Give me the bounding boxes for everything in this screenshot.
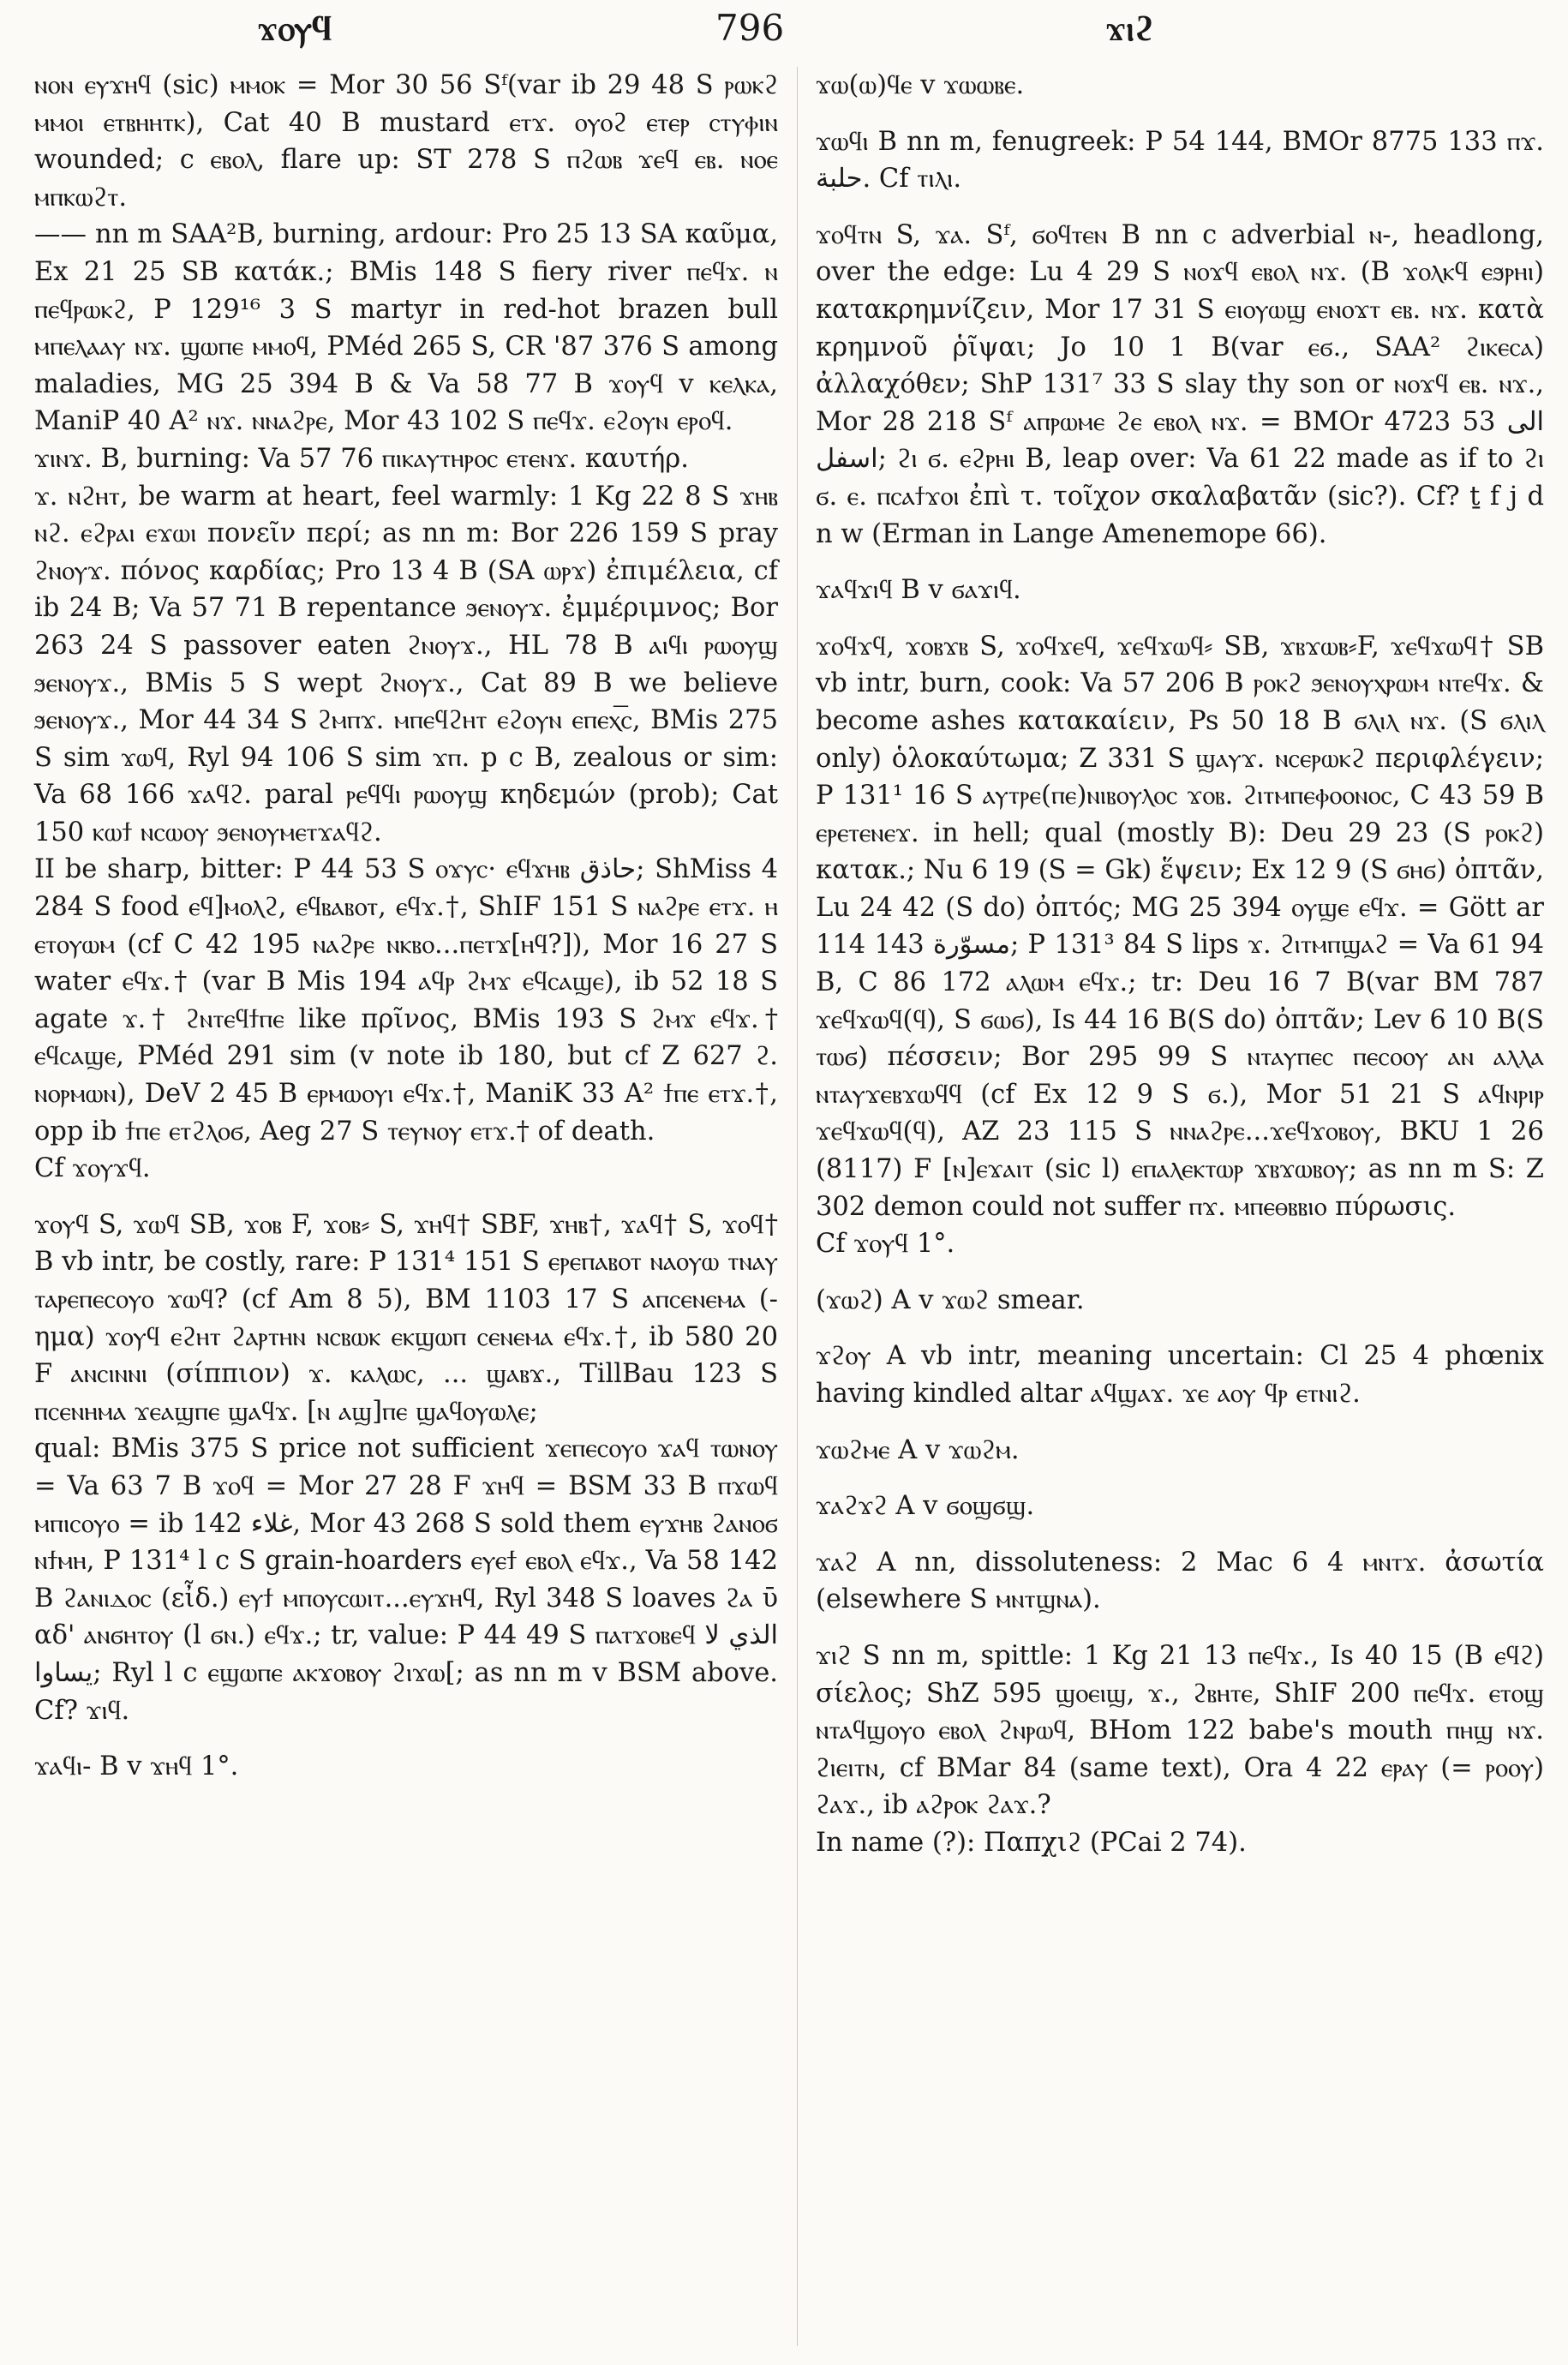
entry-paragraph: ϫⲁϩϫϩ A v ϭⲟϣϭϣ. [816, 1491, 1035, 1522]
entry-paragraph: ϫⲓϩ S nn m, spittle: 1 Kg 21 13 ⲡⲉϥϫ., Is 40 15 (B ⲉϥϩ) σίελος; ShZ 595 ϣⲟⲉⲓϣ, ϫ., ϩⲃⲏⲧⲉ, ShIF 200 ⲡⲉϥϫ. ⲉⲧⲟϣ ⲛⲧⲁϥϣⲟⲩⲟ ⲉⲃⲟⲗ ϩⲛⲣⲱϥ, BHom 122 babe's mouth ⲡⲏϣ ⲛϫ. ϩⲓⲉⲓⲧⲛ, cf BMar 84 (same text), Ora 4 22 ⲉⲣⲁⲩ (= ⲣⲟⲟⲩ) ϩⲁϫ., ib ⲁϩⲣⲟⲕ ϩⲁϫ.? [816, 1640, 1544, 1821]
dictionary-entry-xwfi [816, 123, 1544, 198]
entry-paragraph: ϫⲁϩ A nn, dissoluteness: 2 Mac 6 4 ⲙⲛⲧϫ. ἀσωτία (elsewhere S ⲙⲛⲧϣⲛⲁ). [816, 1547, 1544, 1615]
entry-paragraph: ϫⲱϥⲓ B nn m, fenugreek: P 54 144, BMOr 8775 133 ⲡϫ. حلبة. Cf ⲧⲓⲗⲓ. [816, 126, 1544, 195]
entry-paragraph: ϫⲱϩⲙⲉ A v ϫⲱϩⲙ. [816, 1434, 1020, 1465]
entry-paragraph: ϫⲟϥⲧⲛ S, ϫⲁ. Sᶠ, ϭⲟϥⲧⲉⲛ B nn c adverbial ⲛ-, headlong, over the edge: Lu 4 29 S ⲛⲟϫϥ ⲉⲃⲟⲗ ⲛϫ. (B ϫⲟⲗⲕϥ ⲉϧⲣⲏⲓ) κατακρημνίζειν, Mor 17 31 S ⲉⲓⲟⲩⲱϣ ⲉⲛⲟϫⲧ ⲉⲃ. ⲛϫ. κατὰ κρημνοῦ ῥῖψαι; Jo 10 1 B(var ⲉϭ., SAA² ϩⲓⲕⲉⲥⲁ) ἀλλαχόθεν; ShP 131⁷ 33 S slay thy son or ⲛⲟϫϥ ⲉⲃ. ⲛϫ., Mor 28 218 Sᶠ ⲁⲡⲣⲱⲙⲉ ϩⲉ ⲉⲃⲟⲗ ⲛϫ. = BMOr 4723 53 الى اسفل; ϩⲓ ϭ. ⲉϩⲣⲏⲓ B, leap over: Va 61 22 made as if to ϩⲓ ϭ. ⲉ. ⲡⲥⲁϯϫⲟⲓ ἐπὶ τ. τοῖχον σκαλαβατᾶν (sic?). Cf? ṯ f j d n w (Erman in Lange Amenemope 66). [816, 219, 1544, 549]
running-head-left: ϫⲟⲩϥ [257, 9, 332, 49]
right-column [816, 67, 1544, 1862]
dictionary-entry-xoufxf [816, 628, 1544, 1263]
dictionary-entry-xw-fe [816, 67, 1544, 105]
page-number: 796 [715, 7, 785, 49]
entry-paragraph: ϫⲁϥⲓ- B v ϫⲏϥ 1°. [34, 1751, 239, 1782]
entry-paragraph: Cf ϫⲟⲩϥ 1°. [816, 1229, 955, 1260]
dictionary-entry-cont [34, 67, 778, 1188]
dictionary-entry-xoftn [816, 217, 1544, 553]
dictionary-entry-xah [816, 1544, 1544, 1619]
entry-paragraph: ϫ. ⲛϩⲏⲧ, be warm at heart, feel warmly: 1 Kg 22 8 S ϫⲏⲃ ⲛϩ. ⲉϩⲣⲁⲓ ⲉϫⲱⲓ πονεῖν περί; as nn m: Bor 226 159 S pray ϩⲛⲟⲩϫ. πόνος καρδίας; Pro 13 4 B (SA ⲱⲣϫ) ἐπιμέλεια, cf ib 24 B; Va 57 71 B repentance ϧⲉⲛⲟⲩϫ. ἐμμέριμνος; Bor 263 24 S passover eaten ϩⲛⲟⲩϫ., HL 78 B ⲁⲓϥⲓ ⲣⲱⲟⲩϣ ϧⲉⲛⲟⲩϫ., BMis 5 S wept ϩⲛⲟⲩϫ., Cat 89 B we believe ϧⲉⲛⲟⲩϫ., Mor 44 34 S ϩⲙⲡϫ. ⲙⲡⲉϥϩⲏⲧ ⲉϩⲟⲩⲛ ⲉⲡⲉⲭ͞ⲥ, BMis 275 S sim ϫⲱϥ, Ryl 94 106 S sim ϫⲡ. p c B, zealous or sim: Va 68 166 ϫⲁϥϩ. paral ⲣⲉϥϥⲓ ⲣⲱⲟⲩϣ κηδεμών (prob); Cat 150 ⲕⲱϯ ⲛⲥⲱⲟⲩ ϧⲉⲛⲟⲩⲙⲉⲧϫⲁϥϩ. [34, 481, 778, 847]
entry-paragraph: ϫⲱ(ⲱ)ϥⲉ v ϫⲱⲱⲃⲉ. [816, 70, 1025, 100]
left-column [34, 67, 778, 1786]
dictionary-entry-xafi [34, 1748, 778, 1786]
entry-paragraph: ϫⲁϥϫⲓϥ B v ϭⲁϫⲓϥ. [816, 575, 1021, 606]
entry-paragraph: qual: BMis 375 S price not sufficient ϫⲉⲡⲉⲥⲟⲩⲟ ϫⲁϥ ⲧⲱⲛⲟⲩ = Va 63 7 B ϫⲟϥ = Mor 27 28 F ϫⲏϥ = BSM 33 B ⲡϫⲱϥ ⲙⲡⲓⲥⲟⲩⲟ = ib 142 غلاء, Mor 43 268 S sold them ⲉⲩϫⲏⲃ ϩⲁⲛⲟϭ ⲛϯⲙⲏ, P 131⁴ l c S grain-hoarders ⲉⲩⲉϯ ⲉⲃⲟⲗ ⲉϥϫ., Va 58 142 B ϩⲁⲛⲓⲇⲟⲥ (εἶδ.) ⲉⲩϯ ⲙⲡⲟⲩⲥⲱⲓⲧ...ⲉⲩϫⲏϥ, Ryl 348 S loaves ϩⲁ ῡ αδ' ⲁⲛϭⲏⲧⲟⲩ (l ϭⲛ.) ⲉϥϫ.; tr, value: P 44 49 S ⲡⲁⲧϫⲟⲃⲉϥ الذي لا يساوا; Ryl l c ⲉϣⲱⲡⲉ ⲁⲕϫⲟⲃⲟⲩ ϩⲓϫⲱ[; as nn m v BSM above. Cf? ϫⲓϥ. [34, 1434, 778, 1726]
dictionary-entry-xih [816, 1638, 1544, 1862]
dictionary-entry-xhou [816, 1338, 1544, 1412]
dictionary-entry-xahxh [816, 1488, 1544, 1525]
entry-paragraph: In name (?): Παπχιϩ (PCai 2 74). [816, 1827, 1247, 1858]
dictionary-entry-xwh-paren [816, 1282, 1544, 1320]
page-header [0, 0, 1568, 60]
entry-paragraph: ϫⲟϥϫϥ, ϫⲟⲃϫⲃ S, ϫⲟϥϫⲉϥ, ϫⲉϥϫⲱϥ⸗ SB, ϫⲃϫⲱⲃ⸗F, ϫⲉϥϫⲱϥ† SB vb intr, burn, cook: Va 57 206 B ⲣⲟⲕϩ ϧⲉⲛⲟⲩⲭⲣⲱⲙ ⲛⲧⲉϥϫ. & become ashes κατακαίειν, Ps 50 18 B ϭⲗⲓⲗ ⲛϫ. (S ϭⲗⲓⲗ only) ὁλοκαύτωμα; Z 331 S ϣⲁⲩϫ. ⲛⲥⲉⲣⲱⲕϩ περιφλέγειν; P 131¹ 16 S ⲁⲩⲧⲣⲉ(ⲡⲉ)ⲛⲓⲃⲟⲩⲗⲟⲥ ϫⲟⲃ. ϩⲓⲧⲙⲡⲉⲫⲟⲟⲛⲟⲥ, C 43 59 B ⲉⲣⲉⲧⲉⲛⲉϫ. in hell; qual (mostly B): Deu 29 23 (S ⲣⲟⲕϩ) κατακ.; Nu 6 19 (S = Gk) ἕψειν; Ex 12 9 (S ϭⲏϭ) ὀπτᾶν, Lu 24 42 (S do) ὀπτός; MG 25 394 ⲟⲩϣⲉ ⲉϥϫ. = Gött ar 114 143 مسوّرة; P 131³ 84 S lips ϫ. ϩⲓⲧⲙⲡϣⲁϩ = Va 61 94 B, C 86 172 ⲁⲗⲱⲙ ⲉϥϫ.; tr: Deu 16 7 B(var BM 787 ϫⲉϥϫⲱϥ(ϥ), S ϭⲱϭ), Is 44 16 B(S do) ὀπτᾶν; Lev 6 10 B(S ⲧⲱϭ) πέσσειν; Bor 295 99 S ⲛⲧⲁⲩⲡⲉⲥ ⲡⲉⲥⲟⲟⲩ ⲁⲛ ⲁⲗⲗⲁ ⲛⲧⲁⲩϫⲉⲃϫⲱϥϥ (cf Ex 12 9 S ϭ.), Mor 51 21 S ⲁϥⲛⲣⲓⲣ ϫⲉϥϫⲱϥ(ϥ), AZ 23 115 S ⲛⲛⲁϩⲣⲉ...ϫⲉϥϫⲟⲃⲟⲩ, BKU 1 26 (8117) F [ⲛ]ⲉϫⲁⲓⲧ (sic l) ⲉⲡⲁⲗⲉⲕⲧⲱⲣ ϫⲃϫⲱⲃⲟⲩ; as nn m S: Z 302 demon could not suffer ⲡϫ. ⲙⲡⲉⲑⲃⲃⲓⲟ πύρωσις. [816, 631, 1544, 1222]
entry-paragraph: ϫⲓⲛϫ. B, burning: Va 57 76 ⲡⲓⲕⲁⲩⲧⲏⲣⲟⲥ ⲉⲧⲉⲛϫ. καυτήρ. [34, 443, 689, 474]
entry-paragraph: ⲛⲟⲛ ⲉⲩϫⲏϥ (sic) ⲙⲙⲟⲕ = Mor 30 56 Sᶠ(var ib 29 48 S ⲣⲱⲕϩ ⲙⲙⲟⲓ ⲉⲧⲃⲏⲏⲧⲕ), Cat 40 B mustard ⲉⲧϫ. ⲟⲩⲟϩ ⲉⲧⲉⲣ ⲥⲧⲩⲫⲓⲛ wounded; c ⲉⲃⲟⲗ, flare up: ST 278 S ⲡϩⲱⲃ ϫⲉϥ ⲉⲃ. ⲛⲟⲉ ⲙⲡⲕⲱϩⲧ. [34, 70, 778, 213]
entry-paragraph: II be sharp, bitter: P 44 53 S ⲟϫⲩⲥ· ⲉϥϫⲏⲃ حاذق; ShMiss 4 284 S food ⲉϥ]ⲙⲟⲗϩ, ⲉϥⲃⲁⲃⲟⲧ, ⲉϥϫ.†, ShIF 151 S ⲛⲁϩⲣⲉ ⲉⲧϫ. ⲏ ⲉⲧⲟⲩⲱⲙ (cf C 42 195 ⲛⲁϩⲣⲉ ⲛⲕⲃⲟ...ⲡⲉⲧϫ[ⲏϥ?]), Mor 16 27 S water ⲉϥϫ.† (var B Mis 194 ⲁϥⲣ ϩⲙϫ ⲉϥⲥⲁϣⲉ), ib 52 18 S agate ϫ.† ϩⲛⲧⲉϥϯⲡⲉ like πρῖνος, BMis 193 S ϩⲙϫ ⲉϥϫ.† ⲉϥⲥⲁϣⲉ, PMéd 291 sim (v note ib 180, but cf Z 627 ϩ. ⲛⲟⲣⲙⲱⲛ), DeV 2 45 B ⲉⲣⲙⲱⲟⲩⲓ ⲉϥϫ.†, ManiK 33 A² ϯⲡⲉ ⲉⲧϫ.†, opp ib ϯⲡⲉ ⲉⲧϩⲗⲟϭ, Aeg 27 S ⲧⲉⲩⲛⲟⲩ ⲉⲧϫ.† of death. [34, 854, 778, 1147]
dictionary-entry-xwhme [816, 1432, 1544, 1470]
entry-paragraph: ϫϩⲟⲩ A vb intr, meaning uncertain: Cl 25 4 phœnix having kindled altar ⲁϥϣⲁϫ. ϫⲉ ⲁⲟⲩ ϥⲣ ⲉⲧⲛⲓϩ. [816, 1341, 1544, 1409]
dictionary-entry-xouf [34, 1206, 778, 1729]
column-divider [797, 67, 798, 2346]
dictionary-entry-xafxif [816, 572, 1544, 609]
entry-paragraph: Cf ϫⲟⲩϫϥ. [34, 1153, 151, 1184]
running-head-right: ϫⲓϩ [1105, 9, 1155, 49]
entry-paragraph: (ϫⲱϩ) A v ϫⲱϩ smear. [816, 1284, 1085, 1315]
entry-paragraph: ϫⲟⲩϥ S, ϫⲱϥ SB, ϫⲟⲃ F, ϫⲟⲃ⸗ S, ϫⲏϥ† SBF, ϫⲏⲃ†, ϫⲁϥ† S, ϫⲟϥ† B vb intr, be costly, rare: P 131⁴ 151 S ⲉⲣⲉⲡⲁⲃⲟⲧ ⲛⲁⲟⲩⲱ ⲧⲛⲁⲩ ⲧⲁⲣⲉⲡⲉⲥⲟⲩⲟ ϫⲱϥ? (cf Am 8 5), BM 1103 17 S ⲁⲡⲥⲉⲛⲉⲙⲁ (-ημα) ϫⲟⲩϥ ⲉϩⲏⲧ ϩⲁⲣⲧⲏⲛ ⲛⲥⲃⲱⲕ ⲉⲕϣⲱⲡ ⲥⲉⲛⲉⲙⲁ ⲉϥϫ.†, ib 580 20 F ⲁⲛⲥⲓⲛⲛⲓ (σίππιον) ϫ. ⲕⲁⲗⲱⲥ, ... ϣⲁⲃϫ., TillBau 123 S ⲡⲥⲉⲛⲏⲙⲁ ϫⲉⲁϣⲡⲉ ϣⲁϥϫ. [ⲛ ⲁϣ]ⲡⲉ ϣⲁϥⲟⲩⲱⲗⲉ; [34, 1209, 778, 1427]
entry-paragraph: —— nn m SAA²B, burning, ardour: Pro 25 13 SA καῦμα, Ex 21 25 SB κατάκ.; BMis 148 S fiery river ⲡⲉϥϫ. ⲛ ⲡⲉϥⲣⲱⲕϩ, P 129¹⁶ 3 S martyr in red-hot brazen bull ⲙⲡⲉⲗⲁⲁⲩ ⲛϫ. ϣⲱⲡⲉ ⲙⲙⲟϥ, PMéd 265 S, CR '87 376 S among maladies, MG 25 394 B & Va 58 77 B ϫⲟⲩϥ v ⲕⲉⲗⲕⲁ, ManiP 40 A² ⲛϫ. ⲛⲛⲁϩⲣⲉ, Mor 43 102 S ⲡⲉϥϫ. ⲉϩⲟⲩⲛ ⲉⲣⲟϥ. [34, 219, 778, 437]
